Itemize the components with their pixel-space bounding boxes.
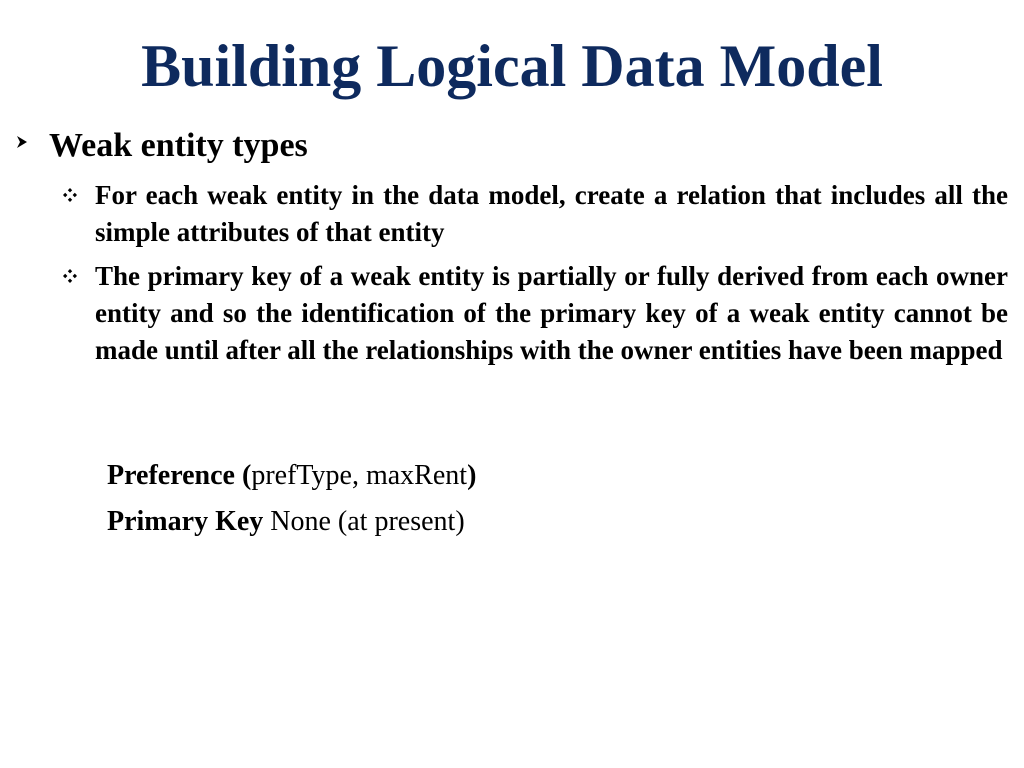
relation-definition [107,458,476,494]
arrowhead-bullet-icon [14,134,30,150]
primary-key-value: None (at present) [263,506,465,537]
sub-bullet-text: The primary key of a weak entity is partially or fully derived from each owner entity and so the identification of the primary key of a weak entity cannot be made until after all the relationships with the owner entities have been mapped [95,261,1008,365]
open-paren: ( [234,460,252,491]
sub-bullet-text: For each weak entity in the data model, create a relation that includes all the simple attributes of that entity [95,180,1008,247]
primary-key-label: Primary Key [107,506,264,537]
relation-attributes: prefType, maxRent [251,460,468,491]
primary-key-definition [107,504,465,540]
relation-name: Preference [107,460,235,491]
diamond-bullet-icon [62,187,78,203]
close-paren: ) [467,460,477,491]
bullet-text: Weak entity types [49,127,308,164]
diamond-bullet-icon [62,268,78,284]
slide-title: Building Logical Data Model [141,33,883,99]
